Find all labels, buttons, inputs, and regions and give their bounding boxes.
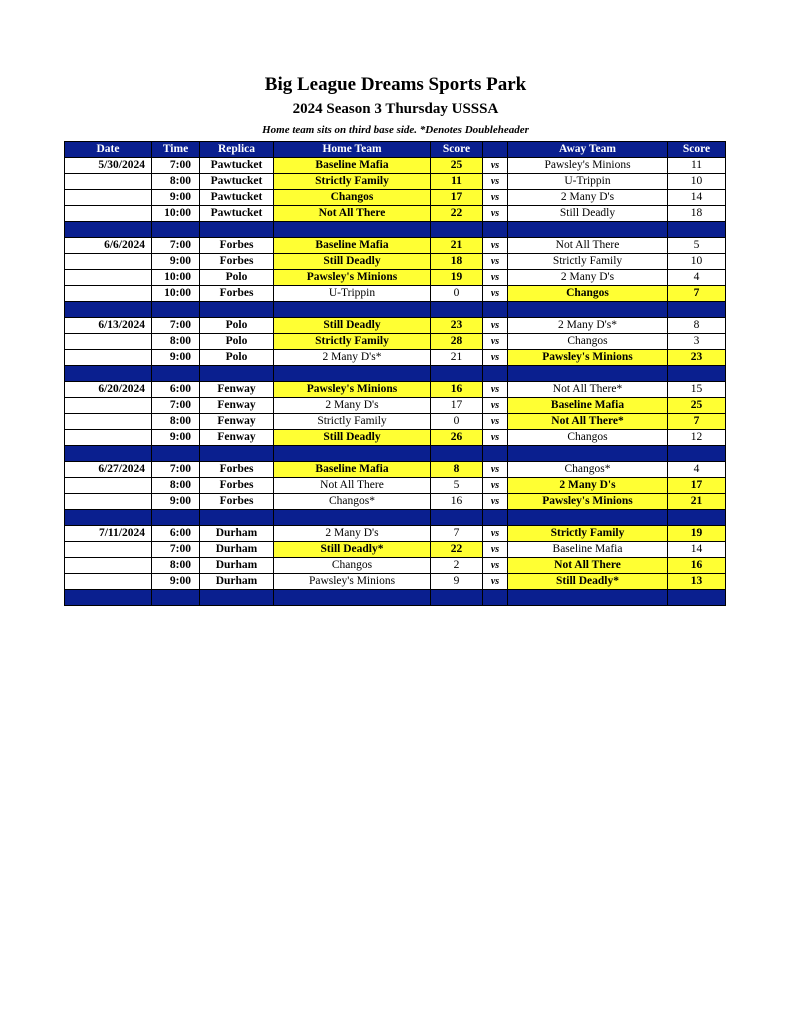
home-team-cell: Strictly Family <box>274 334 431 350</box>
week-separator-row <box>65 302 726 318</box>
separator-cell <box>200 590 274 606</box>
week-separator-row <box>65 446 726 462</box>
vs-cell: vs <box>483 414 508 430</box>
separator-cell <box>65 510 152 526</box>
home-team-cell: 2 Many D's <box>274 398 431 414</box>
time-cell: 6:00 <box>152 382 200 398</box>
table-row <box>65 190 726 206</box>
away-score-cell: 11 <box>668 158 726 174</box>
home-score-cell: 0 <box>431 286 483 302</box>
col-home-score-header: Score <box>431 142 483 158</box>
time-cell: 7:00 <box>152 238 200 254</box>
away-score-cell: 21 <box>668 494 726 510</box>
vs-cell: vs <box>483 478 508 494</box>
away-team-cell: Baseline Mafia <box>508 542 668 558</box>
time-cell: 10:00 <box>152 206 200 222</box>
away-score-cell: 13 <box>668 574 726 590</box>
home-team-cell: Still Deadly <box>274 254 431 270</box>
table-row <box>65 254 726 270</box>
away-team-cell: Changos <box>508 334 668 350</box>
home-score-cell: 22 <box>431 542 483 558</box>
vs-cell: vs <box>483 174 508 190</box>
away-team-cell: 2 Many D's <box>508 190 668 206</box>
col-away-team-header: Away Team <box>508 142 668 158</box>
away-score-cell: 3 <box>668 334 726 350</box>
home-score-cell: 7 <box>431 526 483 542</box>
table-row <box>65 398 726 414</box>
table-row <box>65 478 726 494</box>
separator-cell <box>152 302 200 318</box>
date-cell <box>65 190 152 206</box>
away-score-cell: 12 <box>668 430 726 446</box>
replica-cell: Forbes <box>200 494 274 510</box>
separator-cell <box>431 510 483 526</box>
separator-cell <box>431 222 483 238</box>
time-cell: 8:00 <box>152 334 200 350</box>
away-team-cell: Not All There <box>508 238 668 254</box>
away-score-cell: 18 <box>668 206 726 222</box>
date-cell <box>65 270 152 286</box>
week-separator-row <box>65 222 726 238</box>
home-score-cell: 16 <box>431 494 483 510</box>
home-score-cell: 23 <box>431 318 483 334</box>
away-team-cell: Strictly Family <box>508 254 668 270</box>
separator-cell <box>431 366 483 382</box>
time-cell: 6:00 <box>152 526 200 542</box>
replica-cell: Forbes <box>200 462 274 478</box>
date-cell <box>65 350 152 366</box>
date-cell: 6/6/2024 <box>65 238 152 254</box>
separator-cell <box>274 510 431 526</box>
time-cell: 9:00 <box>152 574 200 590</box>
separator-cell <box>200 510 274 526</box>
time-cell: 8:00 <box>152 478 200 494</box>
separator-cell <box>431 590 483 606</box>
vs-cell: vs <box>483 254 508 270</box>
table-row <box>65 286 726 302</box>
date-cell <box>65 478 152 494</box>
away-score-cell: 7 <box>668 286 726 302</box>
date-cell <box>65 494 152 510</box>
replica-cell: Durham <box>200 558 274 574</box>
away-team-cell: Changos* <box>508 462 668 478</box>
replica-cell: Forbes <box>200 254 274 270</box>
separator-cell <box>65 302 152 318</box>
separator-cell <box>200 446 274 462</box>
date-cell <box>65 574 152 590</box>
separator-cell <box>200 222 274 238</box>
away-team-cell: Pawsley's Minions <box>508 158 668 174</box>
separator-cell <box>274 446 431 462</box>
separator-cell <box>483 590 508 606</box>
separator-cell <box>274 302 431 318</box>
date-cell <box>65 254 152 270</box>
separator-cell <box>431 302 483 318</box>
separator-cell <box>508 510 668 526</box>
away-score-cell: 4 <box>668 462 726 478</box>
table-row <box>65 414 726 430</box>
away-score-cell: 14 <box>668 190 726 206</box>
away-team-cell: Changos <box>508 430 668 446</box>
away-team-cell: Pawsley's Minions <box>508 350 668 366</box>
vs-cell: vs <box>483 158 508 174</box>
date-cell <box>65 174 152 190</box>
away-score-cell: 10 <box>668 254 726 270</box>
separator-cell <box>65 366 152 382</box>
away-score-cell: 17 <box>668 478 726 494</box>
date-cell: 7/11/2024 <box>65 526 152 542</box>
away-team-cell: Still Deadly <box>508 206 668 222</box>
col-replica-header: Replica <box>200 142 274 158</box>
separator-cell <box>65 590 152 606</box>
vs-cell: vs <box>483 462 508 478</box>
away-team-cell: Changos <box>508 286 668 302</box>
separator-cell <box>508 446 668 462</box>
time-cell: 9:00 <box>152 190 200 206</box>
col-home-team-header: Home Team <box>274 142 431 158</box>
date-cell <box>65 286 152 302</box>
separator-cell <box>200 366 274 382</box>
home-team-cell: 2 Many D's <box>274 526 431 542</box>
date-cell: 5/30/2024 <box>65 158 152 174</box>
home-team-cell: Baseline Mafia <box>274 462 431 478</box>
separator-cell <box>508 302 668 318</box>
separator-cell <box>274 590 431 606</box>
replica-cell: Fenway <box>200 430 274 446</box>
vs-cell: vs <box>483 542 508 558</box>
date-cell: 6/20/2024 <box>65 382 152 398</box>
separator-cell <box>152 366 200 382</box>
replica-cell: Polo <box>200 334 274 350</box>
time-cell: 7:00 <box>152 542 200 558</box>
home-score-cell: 2 <box>431 558 483 574</box>
col-date-header: Date <box>65 142 152 158</box>
replica-cell: Pawtucket <box>200 158 274 174</box>
table-row <box>65 158 726 174</box>
time-cell: 8:00 <box>152 174 200 190</box>
away-team-cell: Not All There <box>508 558 668 574</box>
separator-cell <box>508 366 668 382</box>
table-row <box>65 542 726 558</box>
vs-cell: vs <box>483 494 508 510</box>
table-row <box>65 558 726 574</box>
vs-cell: vs <box>483 350 508 366</box>
time-cell: 7:00 <box>152 318 200 334</box>
away-team-cell: Pawsley's Minions <box>508 494 668 510</box>
separator-cell <box>668 302 726 318</box>
season-subtitle: 2024 Season 3 Thursday USSSA <box>292 101 499 117</box>
away-team-cell: 2 Many D's <box>508 270 668 286</box>
home-score-cell: 18 <box>431 254 483 270</box>
separator-cell <box>274 222 431 238</box>
away-team-cell: Not All There* <box>508 414 668 430</box>
home-score-cell: 17 <box>431 190 483 206</box>
replica-cell: Pawtucket <box>200 174 274 190</box>
replica-cell: Forbes <box>200 238 274 254</box>
separator-cell <box>483 222 508 238</box>
time-cell: 7:00 <box>152 462 200 478</box>
date-cell: 6/13/2024 <box>65 318 152 334</box>
away-score-cell: 16 <box>668 558 726 574</box>
replica-cell: Polo <box>200 270 274 286</box>
schedule-note: Home team sits on third base side. *Denotes Doubleheader <box>262 124 529 136</box>
vs-cell: vs <box>483 558 508 574</box>
time-cell: 7:00 <box>152 158 200 174</box>
home-score-cell: 21 <box>431 350 483 366</box>
home-score-cell: 9 <box>431 574 483 590</box>
table-row <box>65 526 726 542</box>
table-row <box>65 462 726 478</box>
home-team-cell: Changos <box>274 558 431 574</box>
time-cell: 9:00 <box>152 430 200 446</box>
away-team-cell: U-Trippin <box>508 174 668 190</box>
table-row <box>65 318 726 334</box>
away-score-cell: 23 <box>668 350 726 366</box>
replica-cell: Fenway <box>200 398 274 414</box>
home-team-cell: Changos* <box>274 494 431 510</box>
home-score-cell: 21 <box>431 238 483 254</box>
separator-cell <box>200 302 274 318</box>
col-away-score-header: Score <box>668 142 726 158</box>
time-cell: 9:00 <box>152 254 200 270</box>
replica-cell: Durham <box>200 574 274 590</box>
replica-cell: Pawtucket <box>200 206 274 222</box>
time-cell: 9:00 <box>152 350 200 366</box>
away-team-cell: Baseline Mafia <box>508 398 668 414</box>
home-score-cell: 16 <box>431 382 483 398</box>
home-score-cell: 26 <box>431 430 483 446</box>
date-cell <box>65 334 152 350</box>
replica-cell: Fenway <box>200 382 274 398</box>
home-score-cell: 28 <box>431 334 483 350</box>
vs-cell: vs <box>483 238 508 254</box>
time-cell: 8:00 <box>152 558 200 574</box>
home-team-cell: Pawsley's Minions <box>274 382 431 398</box>
away-score-cell: 8 <box>668 318 726 334</box>
date-cell <box>65 558 152 574</box>
date-cell <box>65 398 152 414</box>
home-score-cell: 5 <box>431 478 483 494</box>
vs-cell: vs <box>483 286 508 302</box>
table-row <box>65 382 726 398</box>
separator-cell <box>508 590 668 606</box>
time-cell: 9:00 <box>152 494 200 510</box>
table-row <box>65 430 726 446</box>
table-row <box>65 334 726 350</box>
time-cell: 10:00 <box>152 286 200 302</box>
separator-cell <box>668 446 726 462</box>
table-row <box>65 350 726 366</box>
time-cell: 7:00 <box>152 398 200 414</box>
away-team-cell: Not All There* <box>508 382 668 398</box>
away-score-cell: 14 <box>668 542 726 558</box>
home-team-cell: Pawsley's Minions <box>274 574 431 590</box>
vs-cell: vs <box>483 526 508 542</box>
separator-cell <box>431 446 483 462</box>
away-team-cell: 2 Many D's* <box>508 318 668 334</box>
separator-cell <box>668 366 726 382</box>
schedule-body <box>65 158 726 606</box>
home-team-cell: Baseline Mafia <box>274 238 431 254</box>
separator-cell <box>668 222 726 238</box>
separator-cell <box>65 222 152 238</box>
header-row <box>65 142 726 158</box>
away-score-cell: 4 <box>668 270 726 286</box>
separator-cell <box>483 366 508 382</box>
replica-cell: Pawtucket <box>200 190 274 206</box>
home-team-cell: Still Deadly <box>274 430 431 446</box>
away-score-cell: 10 <box>668 174 726 190</box>
vs-cell: vs <box>483 334 508 350</box>
time-cell: 10:00 <box>152 270 200 286</box>
week-separator-row <box>65 366 726 382</box>
table-row <box>65 238 726 254</box>
home-team-cell: Changos <box>274 190 431 206</box>
vs-cell: vs <box>483 318 508 334</box>
home-team-cell: Strictly Family <box>274 414 431 430</box>
week-separator-row <box>65 590 726 606</box>
replica-cell: Fenway <box>200 414 274 430</box>
home-team-cell: U-Trippin <box>274 286 431 302</box>
away-score-cell: 19 <box>668 526 726 542</box>
away-team-cell: 2 Many D's <box>508 478 668 494</box>
home-team-cell: Baseline Mafia <box>274 158 431 174</box>
col-time-header: Time <box>152 142 200 158</box>
separator-cell <box>508 222 668 238</box>
separator-cell <box>152 222 200 238</box>
separator-cell <box>152 446 200 462</box>
date-cell <box>65 414 152 430</box>
table-row <box>65 494 726 510</box>
home-score-cell: 0 <box>431 414 483 430</box>
separator-cell <box>65 446 152 462</box>
home-score-cell: 22 <box>431 206 483 222</box>
home-team-cell: Still Deadly* <box>274 542 431 558</box>
vs-cell: vs <box>483 398 508 414</box>
home-score-cell: 17 <box>431 398 483 414</box>
home-team-cell: Pawsley's Minions <box>274 270 431 286</box>
replica-cell: Durham <box>200 526 274 542</box>
vs-cell: vs <box>483 574 508 590</box>
away-team-cell: Still Deadly* <box>508 574 668 590</box>
separator-cell <box>274 366 431 382</box>
separator-cell <box>152 590 200 606</box>
home-team-cell: Still Deadly <box>274 318 431 334</box>
table-row <box>65 574 726 590</box>
away-score-cell: 25 <box>668 398 726 414</box>
date-cell <box>65 542 152 558</box>
table-row <box>65 270 726 286</box>
separator-cell <box>483 446 508 462</box>
vs-cell: vs <box>483 382 508 398</box>
table-row <box>65 174 726 190</box>
vs-cell: vs <box>483 190 508 206</box>
home-score-cell: 19 <box>431 270 483 286</box>
away-score-cell: 5 <box>668 238 726 254</box>
home-score-cell: 25 <box>431 158 483 174</box>
home-team-cell: Not All There <box>274 206 431 222</box>
col-vs-header <box>483 142 508 158</box>
date-cell <box>65 206 152 222</box>
home-team-cell: 2 Many D's* <box>274 350 431 366</box>
home-team-cell: Not All There <box>274 478 431 494</box>
date-cell <box>65 430 152 446</box>
page-title: Big League Dreams Sports Park <box>264 74 527 95</box>
replica-cell: Durham <box>200 542 274 558</box>
vs-cell: vs <box>483 206 508 222</box>
separator-cell <box>152 510 200 526</box>
replica-cell: Polo <box>200 318 274 334</box>
vs-cell: vs <box>483 430 508 446</box>
time-cell: 8:00 <box>152 414 200 430</box>
away-team-cell: Strictly Family <box>508 526 668 542</box>
replica-cell: Polo <box>200 350 274 366</box>
home-score-cell: 8 <box>431 462 483 478</box>
home-score-cell: 11 <box>431 174 483 190</box>
replica-cell: Forbes <box>200 286 274 302</box>
separator-cell <box>668 590 726 606</box>
week-separator-row <box>65 510 726 526</box>
separator-cell <box>483 510 508 526</box>
separator-cell <box>483 302 508 318</box>
replica-cell: Forbes <box>200 478 274 494</box>
vs-cell: vs <box>483 270 508 286</box>
date-cell: 6/27/2024 <box>65 462 152 478</box>
away-score-cell: 7 <box>668 414 726 430</box>
table-row <box>65 206 726 222</box>
schedule-table <box>64 141 726 606</box>
separator-cell <box>668 510 726 526</box>
home-team-cell: Strictly Family <box>274 174 431 190</box>
away-score-cell: 15 <box>668 382 726 398</box>
